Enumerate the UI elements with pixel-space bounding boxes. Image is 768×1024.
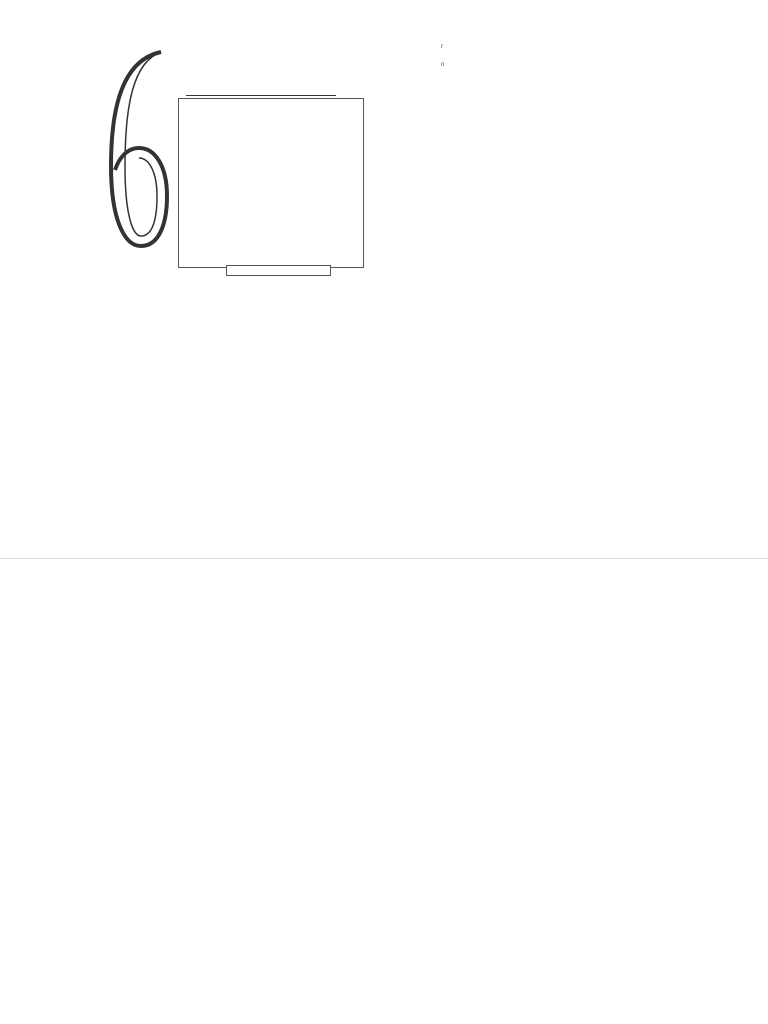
table-of-contents-box [178,98,364,268]
chapter-number-graphic [103,46,173,251]
title-rule [186,95,336,96]
toc-bottom-bar [226,265,331,276]
right-margin-mark: n [441,62,445,68]
page-divider [0,558,768,559]
right-margin-mark: r [441,44,443,50]
